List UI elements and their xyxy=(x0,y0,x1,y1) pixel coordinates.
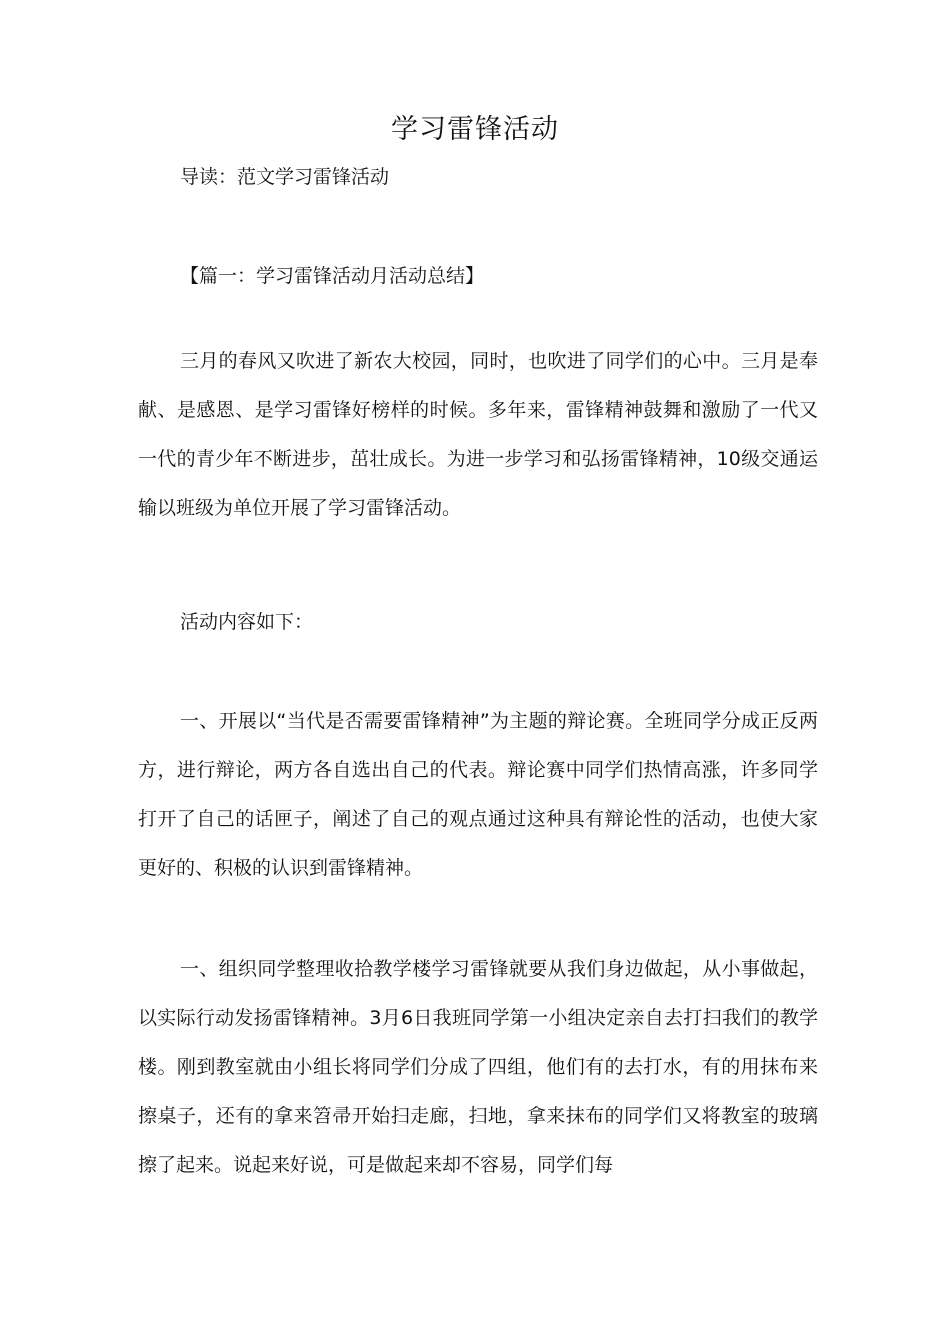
paragraph-4: 一、组织同学整理收拾教学楼学习雷锋就要从我们身边做起，从小事做起，以实际行动发扬雷锋精神。3月6日我班同学第一小组决定亲自去打扫我们的教学楼。刚到教室就由小组长将同学们分成了四组，他们有的去打水，有的用抹布来擦桌子，还有的拿来笤帚开始扫走廊，扫地，拿来抹布的同学们又将教室的玻璃擦了起来。说起来好说，可是做起来却不容易，同学们每 xyxy=(138,958,818,1176)
intro-line: 导读：范文学习雷锋活动 xyxy=(180,166,390,188)
document-title: 学习雷锋活动 xyxy=(391,114,559,145)
paragraph-3: 一、开展以“当代是否需要雷锋精神”为主题的辩论赛。全班同学分成正反两方，进行辩论，两方各自选出自己的代表。辩论赛中同学们热情高涨，许多同学打开了自己的话匣子，阐述了自己的观点通过这种具有辩论性的活动，也使大家更好的、积极的认识到雷锋精神。 xyxy=(138,710,818,879)
paragraph-2: 活动内容如下： xyxy=(180,611,314,633)
paragraph-1: 三月的春风又吹进了新农大校园，同时，也吹进了同学们的心中。三月是奉献、是感恩、是学习雷锋好榜样的时候。多年来，雷锋精神鼓舞和激励了一代又一代的青少年不断进步，茁壮成长。为进一步学习和弘扬雷锋精神，10级交通运输以班级为单位开展了学习雷锋活动。 xyxy=(138,350,818,519)
section-heading: 【篇一：学习雷锋活动月活动总结】 xyxy=(180,265,485,287)
